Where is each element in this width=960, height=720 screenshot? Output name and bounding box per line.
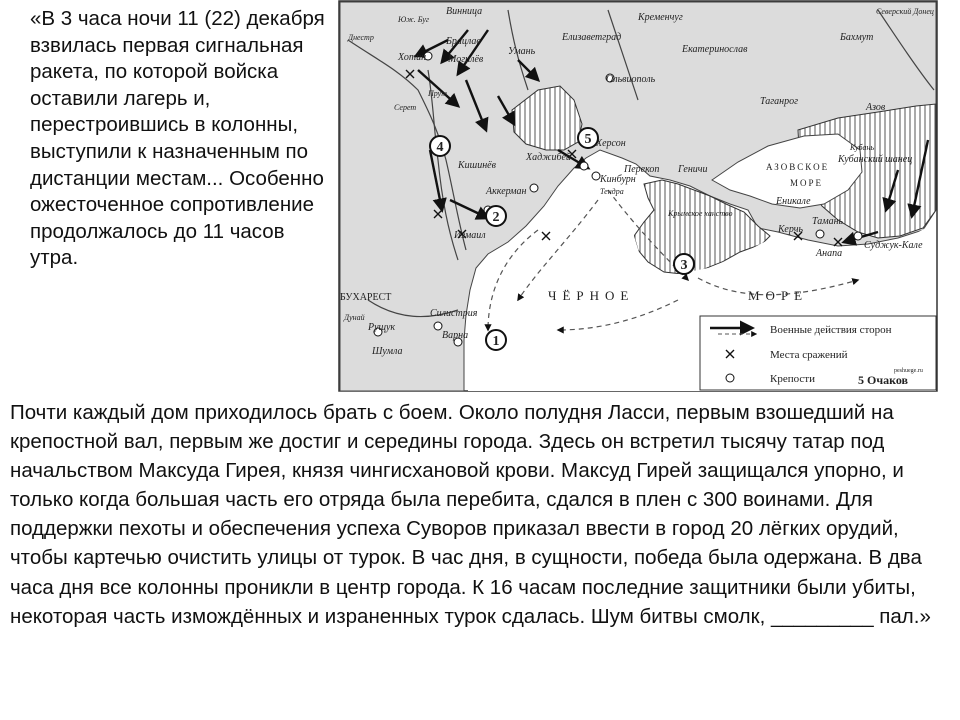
label-kherson: Херсон: [596, 138, 626, 149]
label-taman: Тамань: [812, 216, 844, 227]
historical-map: [338, 0, 958, 393]
svg-text:5: 5: [584, 132, 592, 147]
label-prut: Прут: [428, 89, 447, 98]
marker-5: [578, 128, 598, 148]
svg-text:1: 1: [492, 334, 500, 349]
map-legend: [700, 316, 936, 390]
marker-2: [486, 206, 506, 226]
label-bratslav: Брацлав: [446, 36, 481, 47]
label-akkerman: Аккерман: [486, 186, 527, 197]
label-bucharest: БУХАРЕСТ: [340, 292, 392, 303]
svg-text:2: 2: [492, 210, 500, 225]
label-sudzhuk-kale: Суджук-Кале: [864, 240, 923, 251]
watermark: реshuege.ru: [894, 368, 923, 374]
sea-label-azov-2: МОРЕ: [790, 178, 824, 188]
sea-label-black-2: МОРЕ: [748, 288, 809, 303]
label-taganrog: Таганрог: [760, 96, 798, 107]
label-azov: Азов: [866, 102, 886, 113]
label-mogilev: Могилёв: [448, 54, 484, 65]
label-izmail: Измаил: [454, 230, 486, 241]
label-genichi: Геничи: [678, 164, 708, 175]
label-khadzhibey: Хаджибей: [526, 152, 571, 163]
label-seret: Серет: [394, 103, 417, 112]
label-elizavetgrad: Елизаветград: [562, 32, 622, 43]
label-dnestr: Днестр: [348, 33, 374, 42]
label-kremenchug: Кременчуг: [638, 12, 683, 23]
label-crimean-khanate: Крымское ханство: [668, 209, 733, 218]
label-kinburn: Кинбурн: [600, 174, 636, 185]
label-varna: Варна: [442, 330, 469, 341]
label-kuban: Кубань: [850, 143, 875, 152]
label-silistria: Силистрия: [430, 308, 478, 319]
label-yuzh-bug: Юж. Буг: [398, 15, 430, 24]
quote-top-paragraph: «В 3 часа ночи 11 (22) декабря взвилась первая сигнальная ракета, по которой войска оставили лагерь и, перестроившись в колонны, выступили к назначенным по дистанции местам... Особенно ожесточенное сопротивление продолжалось до 11 часов утра.: [30, 7, 325, 270]
legend-label-2: Места сражений: [770, 349, 848, 361]
label-bakhmut: Бахмут: [840, 32, 874, 43]
marker-3: [674, 254, 694, 274]
label-khotin: Хотин: [398, 52, 427, 63]
label-ochakov: 5 Очаков: [858, 373, 909, 387]
legend-fortress-icon: [726, 374, 734, 382]
label-perekop: Перекоп: [624, 164, 660, 175]
marker-4: [430, 136, 450, 156]
label-kishinev: Кишинёв: [458, 160, 496, 171]
sea-label-black-1: ЧЁРНОЕ: [548, 288, 635, 303]
label-tendra: Тендра: [600, 187, 624, 196]
label-dunai: Дунай: [344, 313, 365, 322]
label-kubansky-shanets: Кубанский шанец: [838, 154, 913, 165]
svg-text:3: 3: [680, 258, 688, 273]
label-seversky-donets: Северский Донец: [876, 7, 934, 16]
label-anapa: Анапа: [816, 248, 843, 259]
legend-label-3: Крепости: [770, 373, 815, 385]
label-vinnitsa: Винница: [446, 6, 483, 17]
marker-1: [486, 330, 506, 350]
svg-text:4: 4: [436, 140, 444, 155]
quote-bottom-paragraph: Почти каждый дом приходилось брать с боем. Около полудня Ласси, первым взошедший на крепостной вал, первым же достиг и середины города. Здесь он встретил тысячу татар под начальством Максуда Гирея, князя чингисхановой крови. Максуд Гирей защищался упорно, и только когда большая часть его отряда была перебита, сдался в плен с 300 воинами. Для поддержки пехоты и обеспечения успеха Суворов приказал ввести в город 20 лёгких орудий, чтобы картечью очистить улицы от турок. В час дня, в сущности, победа была одержана. В два часа дня все колонны проникли в центр города. К 16 часам последние защитники были убиты, некоторая часть измождённых и израненных турок сдалась. Шум битвы смолк, _________ пал.»: [10, 401, 931, 628]
label-uman: Умань: [508, 46, 536, 57]
label-ruschuk: Рущук: [368, 322, 396, 333]
label-shumla: Шумла: [372, 346, 403, 357]
legend-label-1: Военные действия сторон: [770, 324, 892, 336]
label-kerch: Керчь: [778, 224, 804, 235]
label-enikale: Еникале: [776, 196, 811, 207]
sea-label-azov-1: АЗОВСКОЕ: [766, 162, 830, 172]
map-svg: [338, 0, 958, 393]
label-olviopol: Ольвиополь: [606, 74, 656, 85]
label-ekaterinoslav: Екатеринослав: [682, 44, 748, 55]
